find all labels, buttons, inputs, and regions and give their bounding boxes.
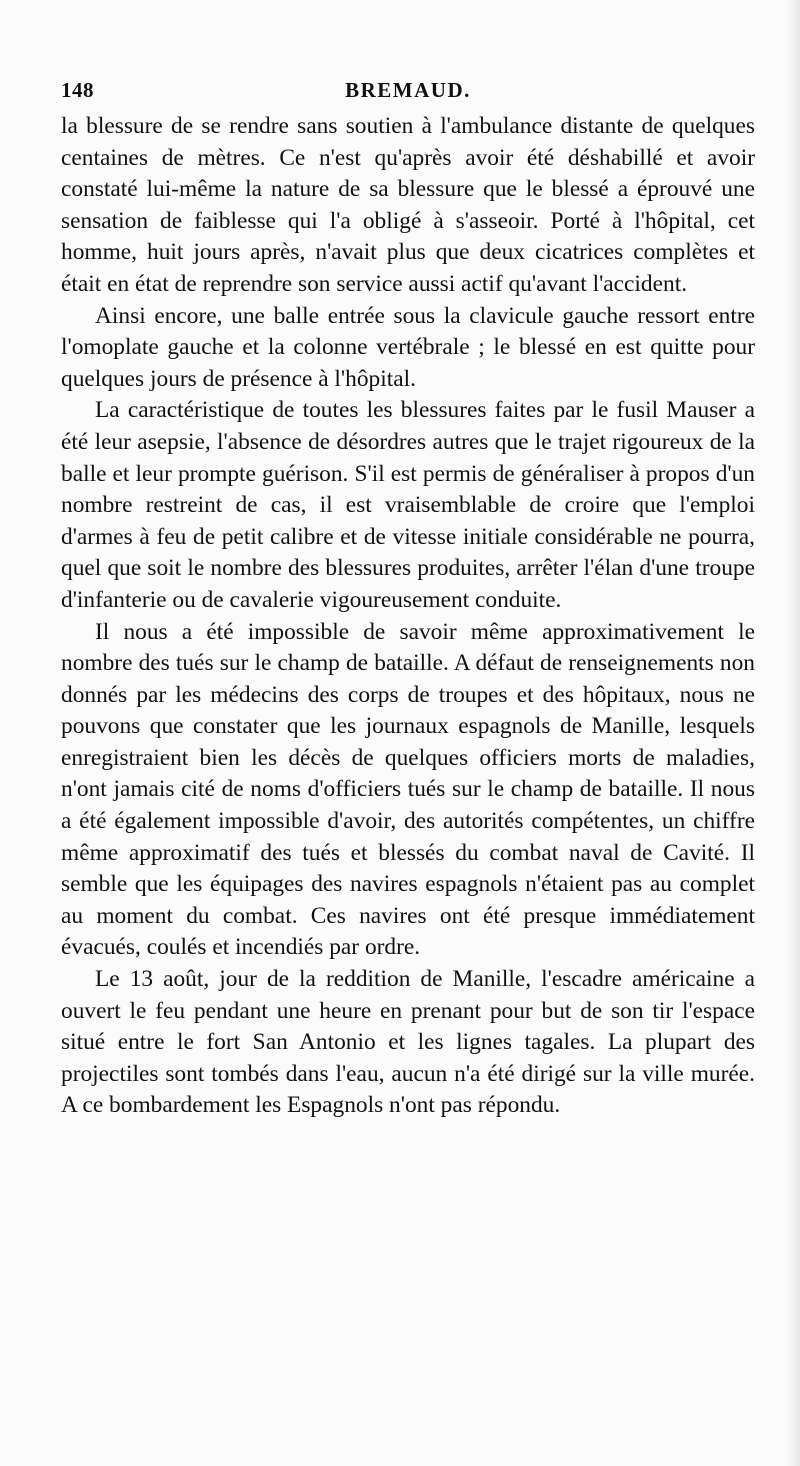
running-head: BREMAUD. xyxy=(345,78,471,102)
paragraph: Il nous a été impossible de savoir même approximativement le nombre des tués sur le champ de bataille. A défaut de renseignements non donnés par les médecins des corps de troupes et des hôpitaux, nous ne pouvons que constater que les journaux espagnols de Manille, lesquels enregistraient bien les décès de quelques officiers morts de maladies, n'ont jamais cité de noms d'officiers tués sur le champ de bataille. Il nous a été également impossible d'avoir, des autorités compétentes, un chiffre même approximatif des tués et blessés du combat naval de Cavité. Il semble que les équipages des navires espagnols n'étaient pas au complet au moment du combat. Ces navires ont été presque immédiatement évacués, coulés et incendiés par ordre. xyxy=(61,618,755,961)
paragraph: la blessure de se rendre sans soutien à l'ambulance distante de quelques centaines de mètres. Ce n'est qu'après avoir été déshabillé et avoir constaté lui-même la nature de sa blessure que le blessé a éprouvé une sensation de faiblesse qui l'a obligé à s'asseoir. Porté à l'hôpital, cet homme, huit jours après, n'avait plus que deux cicatrices complètes et était en état de reprendre son service aussi actif qu'avant l'accident. xyxy=(61,113,755,297)
page-header xyxy=(61,70,755,110)
paragraph: Ainsi encore, une balle entrée sous la clavicule gauche ressort entre l'omoplate gauche et la colonne vertébrale ; le blessé en est quitte pour quelques jours de présence à l'hôpital. xyxy=(61,302,755,392)
paragraph: La caractéristique de toutes les blessures faites par le fusil Mauser a été leur asepsie, l'absence de désordres autres que le trajet rigoureux de la balle et leur prompte guérison. S'il est permis de généraliser à propos d'un nombre restreint de cas, il est vraisemblable de croire que l'emploi d'armes à feu de petit calibre et de vitesse initiale considérable ne pourra, quel que soit le nombre des blessures produites, arrêter l'élan d'une troupe d'infanterie ou de cavalerie vigoureusement conduite. xyxy=(61,397,755,613)
body-text xyxy=(61,111,755,1122)
paragraph: Le 13 août, jour de la reddition de Manille, l'escadre américaine a ouvert le feu pendant une heure en prenant pour but de son tir l'espace situé entre le fort San Antonio et les lignes tagales. La plupart des projectiles sont tombés dans l'eau, aucun n'a été dirigé sur la ville murée. A ce bombardement les Espagnols n'ont pas répondu. xyxy=(61,966,755,1119)
page-edge-shadow xyxy=(786,0,800,1466)
page-number: 148 xyxy=(61,78,94,102)
